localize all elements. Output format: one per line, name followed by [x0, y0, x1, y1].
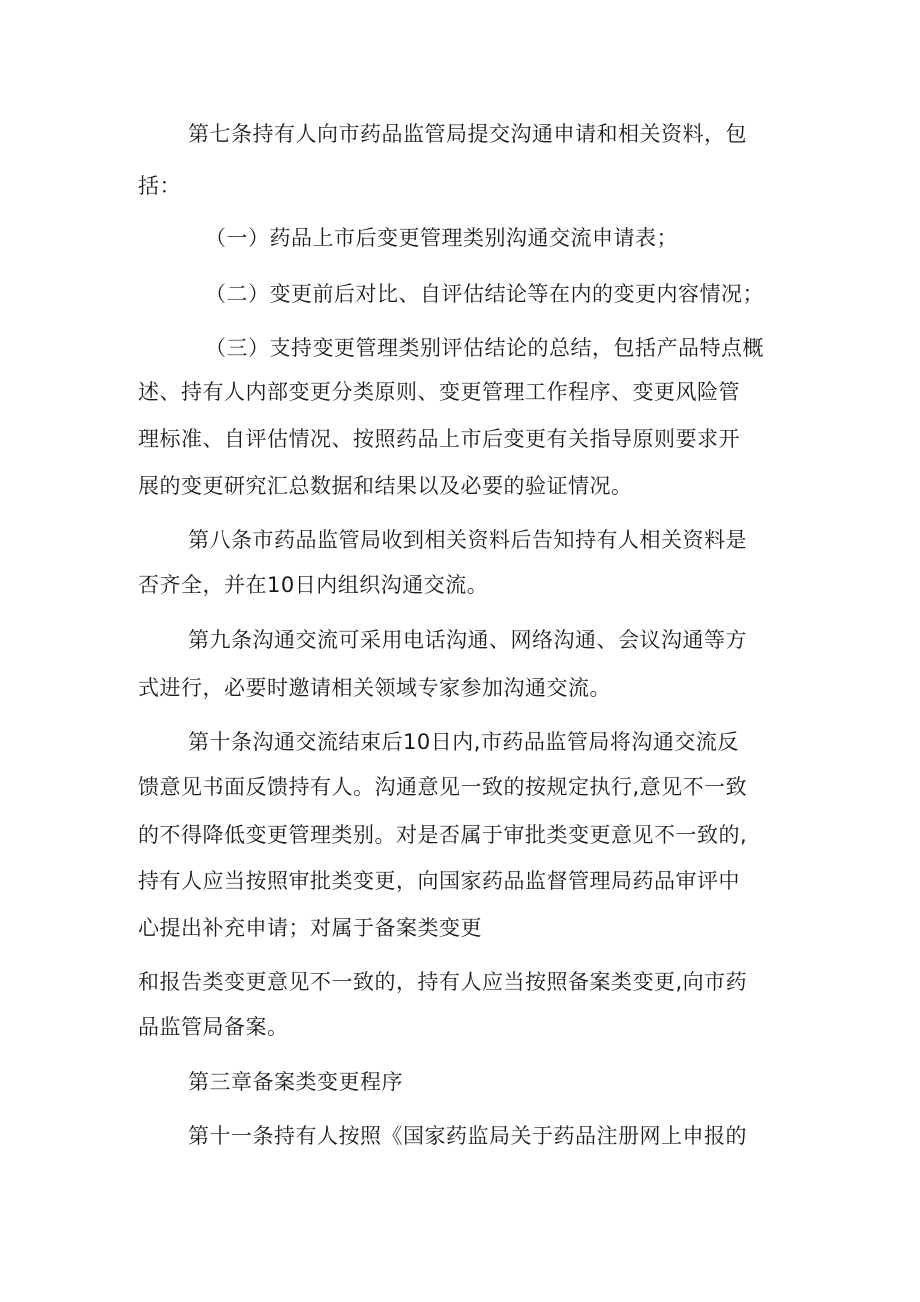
item-2-line: （二）变更前后对比、自评估结论等在内的变更内容情况；: [205, 282, 764, 306]
article-10-line-1: 第十条沟通交流结束后10日内,市药品监管局将沟通交流反: [188, 730, 739, 754]
item-3-line-3: 理标准、自评估情况、按照药品上市后变更有关指导原则要求开: [138, 427, 740, 451]
article-10-line-7: 品监管局备案。: [138, 1015, 289, 1039]
chapter-3-heading: 第三章备案类变更程序: [188, 1070, 403, 1094]
article-8-line-2: 否齐全，并在10日内组织沟通交流。: [138, 573, 489, 597]
item-3-line-1: （三）支持变更管理类别评估结论的总结，包括产品特点概: [205, 336, 764, 360]
article-10-line-6: 和报告类变更意见不一致的，持有人应当按照备案类变更,向市药: [138, 970, 748, 994]
article-8-line-1: 第八条市药品监管局收到相关资料后告知持有人相关资料是: [188, 528, 747, 552]
article-10-line-5: 心提出补充申请；对属于备案类变更: [138, 916, 482, 940]
article-10-line-3: 的不得降低变更管理类别。对是否属于审批类变更意见不一致的,: [138, 823, 748, 847]
article-10-line-4: 持有人应当按照审批类变更，向国家药品监督管理局药品审评中: [138, 869, 740, 893]
article-7-line-2: 括：: [138, 174, 181, 198]
article-10-line-2: 馈意见书面反馈持有人。沟通意见一致的按规定执行,意见不一致: [138, 775, 748, 799]
article-11-line-1: 第十一条持有人按照《国家药监局关于药品注册网上申报的: [188, 1124, 747, 1148]
article-9-line-1: 第九条沟通交流可采用电话沟通、网络沟通、会议沟通等方: [188, 628, 747, 652]
item-1-line: （一）药品上市后变更管理类别沟通交流申请表；: [205, 226, 678, 250]
item-3-line-2: 述、持有人内部变更分类原则、变更管理工作程序、变更风险管: [138, 380, 740, 404]
item-3-line-4: 展的变更研究汇总数据和结果以及必要的验证情况。: [138, 474, 633, 498]
article-7-line-1: 第七条持有人向市药品监管局提交沟通申请和相关资料，包: [188, 122, 747, 146]
article-9-line-2: 式进行，必要时邀请相关领域专家参加沟通交流。: [138, 676, 611, 700]
